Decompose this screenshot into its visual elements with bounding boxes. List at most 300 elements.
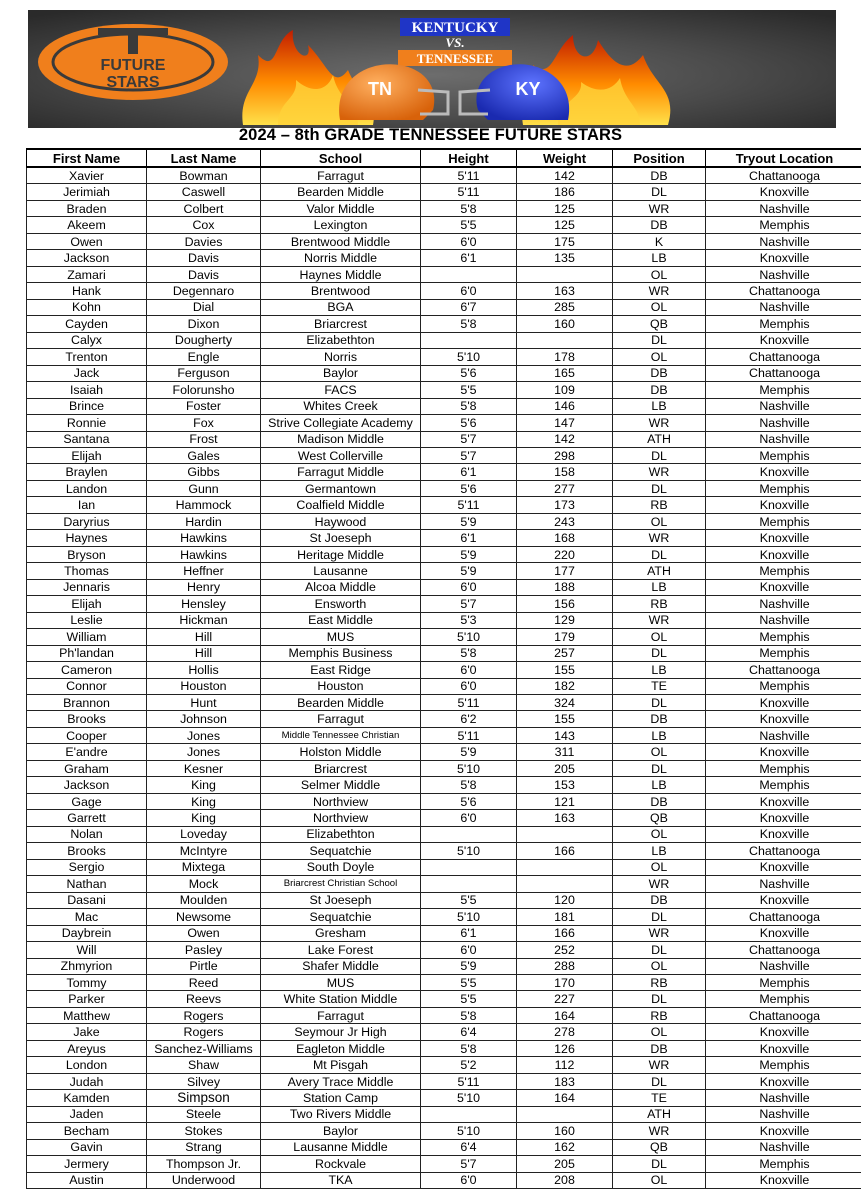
cell-position: WR xyxy=(613,612,706,628)
header-row xyxy=(27,149,861,167)
cell-weight: 205 xyxy=(517,760,613,776)
cell-position: ATH xyxy=(613,431,706,447)
cell-school: Mt Pisgah xyxy=(261,1057,421,1073)
cell-school: Briarcrest xyxy=(261,760,421,776)
cell-weight: 257 xyxy=(517,645,613,661)
cell-position: LB xyxy=(613,662,706,678)
cell-weight: 158 xyxy=(517,464,613,480)
cell-weight: 155 xyxy=(517,711,613,727)
cell-tryout-location: Nashville xyxy=(706,596,861,612)
cell-school: Baylor xyxy=(261,1123,421,1139)
cell-tryout-location: Knoxville xyxy=(706,1123,861,1139)
cell-weight: 243 xyxy=(517,513,613,529)
cell-weight: 165 xyxy=(517,365,613,381)
cell-last-name: Sanchez-Williams xyxy=(147,1040,261,1056)
table-row xyxy=(27,1123,861,1139)
cell-last-name: Jones xyxy=(147,727,261,743)
table-row xyxy=(27,415,861,431)
cell-tryout-location: Memphis xyxy=(706,563,861,579)
cell-first-name: Cooper xyxy=(27,727,147,743)
cell-last-name: Hardin xyxy=(147,513,261,529)
cell-first-name: Graham xyxy=(27,760,147,776)
cell-school: Holston Middle xyxy=(261,744,421,760)
cell-position: RB xyxy=(613,596,706,612)
cell-height: 5'9 xyxy=(421,563,517,579)
cell-weight: 182 xyxy=(517,678,613,694)
table-row xyxy=(27,250,861,266)
cell-tryout-location: Nashville xyxy=(706,1090,861,1106)
cell-tryout-location: Knoxville xyxy=(706,184,861,200)
cell-last-name: Shaw xyxy=(147,1057,261,1073)
cell-tryout-location: Knoxville xyxy=(706,250,861,266)
cell-last-name: Loveday xyxy=(147,826,261,842)
cell-first-name: Daybrein xyxy=(27,925,147,941)
cell-school: Gresham xyxy=(261,925,421,941)
table-row xyxy=(27,645,861,661)
cell-last-name: Kesner xyxy=(147,760,261,776)
cell-position: DB xyxy=(613,167,706,184)
cell-first-name: Hank xyxy=(27,283,147,299)
cell-height xyxy=(421,1106,517,1122)
cell-height: 5'11 xyxy=(421,727,517,743)
cell-position: OL xyxy=(613,266,706,282)
cell-height: 5'9 xyxy=(421,744,517,760)
cell-weight: 153 xyxy=(517,777,613,793)
cell-school: White Station Middle xyxy=(261,991,421,1007)
cell-position: QB xyxy=(613,316,706,332)
cell-school: Shafer Middle xyxy=(261,958,421,974)
cell-tryout-location: Knoxville xyxy=(706,530,861,546)
cell-first-name: Isaiah xyxy=(27,382,147,398)
cell-first-name: Haynes xyxy=(27,530,147,546)
cell-weight: 164 xyxy=(517,1007,613,1023)
cell-last-name: Degennaro xyxy=(147,283,261,299)
cell-tryout-location: Memphis xyxy=(706,513,861,529)
cell-last-name: Silvey xyxy=(147,1073,261,1089)
col-school-header: School xyxy=(261,149,421,167)
cell-school: Haywood xyxy=(261,513,421,529)
cell-weight: 126 xyxy=(517,1040,613,1056)
ky-helmet-label: KY xyxy=(515,79,541,99)
cell-weight: 186 xyxy=(517,184,613,200)
cell-position: WR xyxy=(613,464,706,480)
cell-height: 5'9 xyxy=(421,958,517,974)
cell-weight: 163 xyxy=(517,283,613,299)
cell-last-name: Mock xyxy=(147,876,261,892)
table-row xyxy=(27,974,861,990)
cell-height: 5'7 xyxy=(421,596,517,612)
table-row xyxy=(27,349,861,365)
cell-weight xyxy=(517,859,613,875)
cell-last-name: Underwood xyxy=(147,1172,261,1188)
matchup-kentucky: KENTUCKY xyxy=(411,20,499,36)
cell-weight: 277 xyxy=(517,480,613,496)
cell-first-name: Tommy xyxy=(27,974,147,990)
cell-position: WR xyxy=(613,876,706,892)
cell-tryout-location: Nashville xyxy=(706,727,861,743)
cell-last-name: Stokes xyxy=(147,1123,261,1139)
cell-first-name: Jack xyxy=(27,365,147,381)
cell-first-name: Becham xyxy=(27,1123,147,1139)
cell-position: OL xyxy=(613,629,706,645)
cell-school: MUS xyxy=(261,974,421,990)
banner-graphic xyxy=(28,10,836,128)
cell-school: Brentwood xyxy=(261,283,421,299)
cell-height: 5'8 xyxy=(421,1040,517,1056)
cell-height: 6'1 xyxy=(421,530,517,546)
table-row xyxy=(27,744,861,760)
cell-last-name: Bowman xyxy=(147,167,261,184)
cell-weight xyxy=(517,266,613,282)
cell-last-name: Hickman xyxy=(147,612,261,628)
cell-first-name: Elijah xyxy=(27,447,147,463)
cell-position: DB xyxy=(613,793,706,809)
cell-first-name: Braden xyxy=(27,200,147,216)
cell-school: Sequatchie xyxy=(261,909,421,925)
cell-weight: 142 xyxy=(517,431,613,447)
cell-first-name: Gavin xyxy=(27,1139,147,1155)
cell-tryout-location: Nashville xyxy=(706,233,861,249)
cell-position: WR xyxy=(613,283,706,299)
cell-school: South Doyle xyxy=(261,859,421,875)
cell-tryout-location: Knoxville xyxy=(706,546,861,562)
table-row xyxy=(27,184,861,200)
cell-position: DL xyxy=(613,645,706,661)
cell-weight: 163 xyxy=(517,810,613,826)
cell-tryout-location: Knoxville xyxy=(706,859,861,875)
cell-height: 5'5 xyxy=(421,974,517,990)
cell-first-name: Owen xyxy=(27,233,147,249)
cell-last-name: Colbert xyxy=(147,200,261,216)
cell-tryout-location: Knoxville xyxy=(706,695,861,711)
cell-weight: 175 xyxy=(517,233,613,249)
cell-first-name: Connor xyxy=(27,678,147,694)
cell-last-name: Frost xyxy=(147,431,261,447)
cell-school: West Collerville xyxy=(261,447,421,463)
cell-school: Brentwood Middle xyxy=(261,233,421,249)
cell-position: WR xyxy=(613,925,706,941)
cell-first-name: Jackson xyxy=(27,777,147,793)
cell-school: Madison Middle xyxy=(261,431,421,447)
cell-weight: 227 xyxy=(517,991,613,1007)
col-position-header: Position xyxy=(613,149,706,167)
table-row xyxy=(27,332,861,348)
cell-last-name: Johnson xyxy=(147,711,261,727)
cell-school: MUS xyxy=(261,629,421,645)
cell-last-name: Dougherty xyxy=(147,332,261,348)
page-title: 2024 – 8th GRADE TENNESSEE FUTURE STARS xyxy=(238,126,623,144)
cell-first-name: Cameron xyxy=(27,662,147,678)
cell-position: WR xyxy=(613,1123,706,1139)
cell-position: OL xyxy=(613,299,706,315)
cell-first-name: Santana xyxy=(27,431,147,447)
cell-weight xyxy=(517,826,613,842)
future-stars-logo xyxy=(38,24,228,100)
cell-weight: 311 xyxy=(517,744,613,760)
cell-school: East Ridge xyxy=(261,662,421,678)
cell-height: 5'8 xyxy=(421,200,517,216)
cell-weight: 164 xyxy=(517,1090,613,1106)
cell-height xyxy=(421,332,517,348)
cell-first-name: William xyxy=(27,629,147,645)
cell-tryout-location: Knoxville xyxy=(706,793,861,809)
cell-last-name: King xyxy=(147,793,261,809)
cell-weight: 112 xyxy=(517,1057,613,1073)
cell-position: QB xyxy=(613,810,706,826)
cell-last-name: Gunn xyxy=(147,480,261,496)
cell-tryout-location: Memphis xyxy=(706,974,861,990)
cell-height: 5'7 xyxy=(421,447,517,463)
cell-school: Elizabethton xyxy=(261,826,421,842)
cell-first-name: Ian xyxy=(27,497,147,513)
col-first-name-header: First Name xyxy=(27,149,147,167)
table-row xyxy=(27,266,861,282)
cell-height: 5'10 xyxy=(421,843,517,859)
cell-tryout-location: Chattanooga xyxy=(706,662,861,678)
cell-last-name: Davis xyxy=(147,250,261,266)
table-row xyxy=(27,513,861,529)
cell-tryout-location: Chattanooga xyxy=(706,283,861,299)
cell-school: East Middle xyxy=(261,612,421,628)
cell-height: 5'5 xyxy=(421,892,517,908)
cell-position: WR xyxy=(613,1057,706,1073)
cell-position: DL xyxy=(613,760,706,776)
cell-height: 6'0 xyxy=(421,1172,517,1188)
cell-position: TE xyxy=(613,1090,706,1106)
table-row xyxy=(27,662,861,678)
cell-position: WR xyxy=(613,200,706,216)
matchup-tennessee: TENNESSEE xyxy=(416,51,494,66)
cell-weight: 120 xyxy=(517,892,613,908)
cell-weight: 135 xyxy=(517,250,613,266)
table-row xyxy=(27,826,861,842)
cell-position: K xyxy=(613,233,706,249)
cell-last-name: Gales xyxy=(147,447,261,463)
cell-position: LB xyxy=(613,579,706,595)
cell-weight: 177 xyxy=(517,563,613,579)
cell-tryout-location: Chattanooga xyxy=(706,365,861,381)
table-row xyxy=(27,810,861,826)
cell-weight: 168 xyxy=(517,530,613,546)
cell-height: 6'0 xyxy=(421,942,517,958)
matchup-vs: VS. xyxy=(445,35,465,50)
cell-height: 6'0 xyxy=(421,579,517,595)
table-row xyxy=(27,579,861,595)
table-row xyxy=(27,480,861,496)
table-row xyxy=(27,760,861,776)
cell-school: Baylor xyxy=(261,365,421,381)
table-row xyxy=(27,1106,861,1122)
cell-last-name: Cox xyxy=(147,217,261,233)
table-row xyxy=(27,1057,861,1073)
col-last-name-header: Last Name xyxy=(147,149,261,167)
cell-weight: 324 xyxy=(517,695,613,711)
cell-first-name: Brince xyxy=(27,398,147,414)
cell-first-name: Jermery xyxy=(27,1156,147,1172)
cell-tryout-location: Knoxville xyxy=(706,1172,861,1188)
cell-school: FACS xyxy=(261,382,421,398)
cell-last-name: Houston xyxy=(147,678,261,694)
cell-position: LB xyxy=(613,777,706,793)
cell-height: 5'6 xyxy=(421,793,517,809)
table-row xyxy=(27,612,861,628)
cell-height: 6'0 xyxy=(421,283,517,299)
cell-first-name: London xyxy=(27,1057,147,1073)
cell-height: 6'0 xyxy=(421,678,517,694)
cell-first-name: Braylen xyxy=(27,464,147,480)
cell-last-name: Rogers xyxy=(147,1007,261,1023)
cell-tryout-location: Memphis xyxy=(706,678,861,694)
cell-height: 5'6 xyxy=(421,415,517,431)
cell-first-name: Judah xyxy=(27,1073,147,1089)
cell-last-name: King xyxy=(147,777,261,793)
col-tryout-location-header: Tryout Location xyxy=(706,149,861,167)
cell-weight: 220 xyxy=(517,546,613,562)
cell-height xyxy=(421,266,517,282)
cell-position: DB xyxy=(613,1040,706,1056)
cell-last-name: Hawkins xyxy=(147,546,261,562)
table-row xyxy=(27,217,861,233)
cell-school: Valor Middle xyxy=(261,200,421,216)
table-row xyxy=(27,711,861,727)
cell-height: 6'0 xyxy=(421,233,517,249)
cell-school: Briarcrest Christian School xyxy=(261,876,421,892)
cell-first-name: Elijah xyxy=(27,596,147,612)
cell-weight: 162 xyxy=(517,1139,613,1155)
cell-first-name: Ronnie xyxy=(27,415,147,431)
cell-first-name: Calyx xyxy=(27,332,147,348)
table-row xyxy=(27,777,861,793)
cell-height: 5'5 xyxy=(421,991,517,1007)
table-row xyxy=(27,1024,861,1040)
cell-tryout-location: Memphis xyxy=(706,382,861,398)
cell-school: Germantown xyxy=(261,480,421,496)
table-row xyxy=(27,1139,861,1155)
cell-tryout-location: Memphis xyxy=(706,1057,861,1073)
table-row xyxy=(27,843,861,859)
cell-position: WR xyxy=(613,530,706,546)
logo-line2: STARS xyxy=(106,74,160,91)
cell-last-name: Owen xyxy=(147,925,261,941)
cell-school: Lausanne Middle xyxy=(261,1139,421,1155)
cell-position: DB xyxy=(613,892,706,908)
cell-first-name: Xavier xyxy=(27,167,147,184)
cell-height: 6'0 xyxy=(421,662,517,678)
cell-school: Norris Middle xyxy=(261,250,421,266)
cell-last-name: Davis xyxy=(147,266,261,282)
cell-height: 5'3 xyxy=(421,612,517,628)
cell-height: 5'8 xyxy=(421,645,517,661)
cell-first-name: E'andre xyxy=(27,744,147,760)
cell-tryout-location: Knoxville xyxy=(706,892,861,908)
table-row xyxy=(27,596,861,612)
cell-weight: 252 xyxy=(517,942,613,958)
cell-height: 5'9 xyxy=(421,546,517,562)
cell-position: DB xyxy=(613,365,706,381)
cell-tryout-location: Memphis xyxy=(706,217,861,233)
cell-last-name: Hawkins xyxy=(147,530,261,546)
cell-weight: 205 xyxy=(517,1156,613,1172)
table-row xyxy=(27,629,861,645)
cell-tryout-location: Knoxville xyxy=(706,1073,861,1089)
cell-position: RB xyxy=(613,1007,706,1023)
cell-school: Lexington xyxy=(261,217,421,233)
cell-first-name: Zhmyrion xyxy=(27,958,147,974)
cell-last-name: Pirtle xyxy=(147,958,261,974)
cell-height: 5'5 xyxy=(421,217,517,233)
cell-school: Briarcrest xyxy=(261,316,421,332)
cell-first-name: Jennaris xyxy=(27,579,147,595)
cell-school: Alcoa Middle xyxy=(261,579,421,595)
cell-first-name: Leslie xyxy=(27,612,147,628)
cell-last-name: Reevs xyxy=(147,991,261,1007)
cell-height: 5'5 xyxy=(421,382,517,398)
cell-first-name: Jake xyxy=(27,1024,147,1040)
cell-last-name: Simpson xyxy=(147,1090,261,1106)
cell-school: BGA xyxy=(261,299,421,315)
cell-position: LB xyxy=(613,843,706,859)
cell-first-name: Mac xyxy=(27,909,147,925)
cell-last-name: Hill xyxy=(147,629,261,645)
table-row xyxy=(27,909,861,925)
cell-school: Whites Creek xyxy=(261,398,421,414)
cell-height: 5'9 xyxy=(421,513,517,529)
table-row xyxy=(27,892,861,908)
cell-first-name: Nolan xyxy=(27,826,147,842)
cell-last-name: Hill xyxy=(147,645,261,661)
cell-first-name: Landon xyxy=(27,480,147,496)
cell-tryout-location: Memphis xyxy=(706,991,861,1007)
table-row xyxy=(27,398,861,414)
cell-school: Coalfield Middle xyxy=(261,497,421,513)
cell-school: Ensworth xyxy=(261,596,421,612)
cell-tryout-location: Knoxville xyxy=(706,810,861,826)
cell-height: 5'10 xyxy=(421,1090,517,1106)
cell-last-name: Davies xyxy=(147,233,261,249)
cell-height: 5'10 xyxy=(421,909,517,925)
cell-school: Strive Collegiate Academy xyxy=(261,415,421,431)
cell-tryout-location: Knoxville xyxy=(706,826,861,842)
cell-tryout-location: Memphis xyxy=(706,760,861,776)
cell-tryout-location: Nashville xyxy=(706,1106,861,1122)
tn-helmet-label: TN xyxy=(368,79,392,99)
cell-school: Eagleton Middle xyxy=(261,1040,421,1056)
cell-school: Avery Trace Middle xyxy=(261,1073,421,1089)
cell-first-name: Jaden xyxy=(27,1106,147,1122)
cell-school: Farragut Middle xyxy=(261,464,421,480)
cell-school: Farragut xyxy=(261,167,421,184)
cell-first-name: Parker xyxy=(27,991,147,1007)
cell-height: 6'4 xyxy=(421,1024,517,1040)
cell-tryout-location: Nashville xyxy=(706,1139,861,1155)
table-row xyxy=(27,1073,861,1089)
cell-position: DB xyxy=(613,382,706,398)
cell-position: OL xyxy=(613,1024,706,1040)
cell-tryout-location: Memphis xyxy=(706,777,861,793)
cell-height: 5'10 xyxy=(421,349,517,365)
cell-tryout-location: Nashville xyxy=(706,299,861,315)
cell-first-name: Austin xyxy=(27,1172,147,1188)
cell-position: DL xyxy=(613,184,706,200)
cell-weight: 143 xyxy=(517,727,613,743)
cell-first-name: Akeem xyxy=(27,217,147,233)
cell-school: Elizabethton xyxy=(261,332,421,348)
cell-tryout-location: Nashville xyxy=(706,398,861,414)
cell-height: 5'11 xyxy=(421,184,517,200)
cell-position: DL xyxy=(613,447,706,463)
col-weight-header: Weight xyxy=(517,149,613,167)
cell-school: Bearden Middle xyxy=(261,695,421,711)
